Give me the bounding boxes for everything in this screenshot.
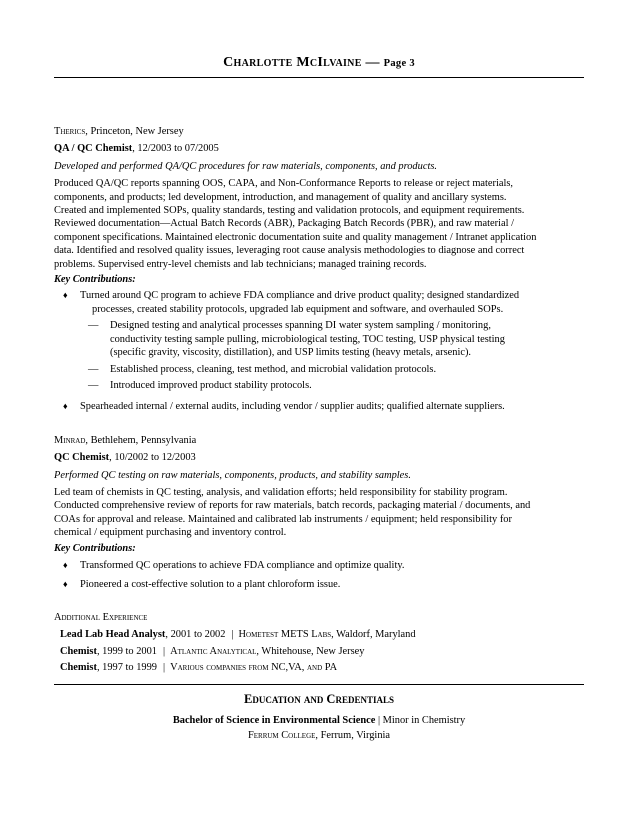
sub-bullet-line: (specific gravity, viscosity, distillation), and USP limits testing (heavy metals, arsenic).: [110, 347, 472, 359]
school-location: , Ferrum, Virginia: [315, 729, 391, 741]
additional-location: , Whitehouse, New Jersey: [256, 645, 365, 657]
additional-title: Chemist: [60, 662, 97, 673]
additional-experience: [54, 611, 584, 675]
bullet-line: Spearheaded internal / external audits, including vendor / supplier audits; qualified alternate suppliers.: [80, 401, 505, 413]
job-title-line: [54, 142, 584, 155]
bullet-line: Pioneered a cost-effective solution to a plant chloroform issue.: [80, 579, 341, 591]
page-number: Page 3: [383, 58, 415, 69]
description-line: component specifications. Maintained electronic documentation suite and quality management / Intranet application: [54, 231, 537, 243]
dash-bullet-icon: —: [88, 363, 99, 375]
company-name: Minrad: [54, 434, 86, 446]
job-company-line: [54, 434, 584, 447]
sub-bullet: [54, 363, 584, 376]
description-line: Conducted comprehensive review of reports for raw materials, batch records, packaging material / documents, and: [54, 500, 531, 512]
bullet-line: Turned around QC program to achieve FDA compliance and drive product quality; designed standardized: [80, 290, 520, 302]
contribution-bullet: [54, 559, 584, 572]
diamond-bullet-icon: ♦: [63, 401, 68, 412]
minor: Minor in Chemistry: [382, 715, 466, 727]
bullet-line: processes, created stability protocols, upgraded lab equipment and software, and overhauled SOPs.: [92, 303, 504, 315]
additional-heading: Additional Experience: [54, 611, 148, 623]
additional-org: Various companies from NC,VA, and PA: [170, 662, 338, 673]
sub-bullet: [54, 379, 584, 392]
degree-separator: |: [377, 715, 381, 727]
school-name: Ferrum College: [247, 729, 316, 741]
job-minrad: [54, 434, 584, 592]
education-heading: Education and Credentials: [244, 692, 394, 706]
description-line: Led team of chemists in QC testing, analysis, and validation efforts; held responsibility for stability program.: [54, 486, 508, 498]
job-summary: Performed QC testing on raw materials, components, products, and stability samples.: [54, 469, 411, 481]
key-contributions-label: Key Contributions:: [54, 542, 136, 554]
company-name: Therics: [54, 126, 86, 137]
additional-dates: , 1997 to 1999: [96, 662, 157, 673]
additional-item: [54, 628, 584, 641]
candidate-name: Charlotte McIlvaine: [223, 55, 362, 70]
additional-separator: |: [231, 629, 234, 641]
sub-bullet-line: conductivity testing sample pulling, microbiological testing, TOC testing, USP physical testing: [110, 333, 505, 345]
contribution-bullet: [54, 400, 584, 413]
sub-bullet-line: Designed testing and analytical processes spanning DI water system sampling / monitoring,: [110, 320, 491, 332]
sub-bullet-line: Established process, cleaning, test method, and microbial validation protocols.: [110, 363, 437, 375]
description-line: chemical / equipment purchasing and inventory control.: [54, 527, 287, 539]
additional-list: [54, 628, 584, 674]
job-dates: , 12/2003 to 07/2005: [132, 143, 219, 155]
sub-bullet-list: [54, 319, 584, 392]
description-line: data. Identified and resolved quality issues, leveraging root cause analysis methodologies to diagnose and correct: [54, 245, 525, 257]
job-description: [54, 177, 584, 271]
job-title: QA / QC Chemist: [54, 143, 133, 155]
school-line: [54, 729, 584, 742]
bullet-line: Transformed QC operations to achieve FDA compliance and optimize quality.: [80, 559, 405, 571]
additional-title: Chemist: [60, 645, 97, 657]
education-section: [54, 693, 584, 742]
job-title: QC Chemist: [54, 452, 110, 464]
header-rule: [54, 77, 584, 78]
job-dates: , 10/2002 to 12/2003: [109, 452, 196, 464]
additional-dates: , 2001 to 2002: [165, 629, 226, 641]
additional-separator: |: [163, 645, 166, 657]
company-location: , Bethlehem, Pennsylvania: [85, 434, 197, 446]
sub-bullet-line: Introduced improved product stability protocols.: [110, 379, 312, 391]
dash-bullet-icon: —: [88, 379, 99, 391]
additional-title: Lead Lab Head Analyst: [60, 629, 166, 641]
diamond-bullet-icon: ♦: [63, 579, 68, 590]
degree: Bachelor of Science in Environmental Science: [172, 715, 376, 727]
job-description: [54, 486, 584, 540]
company-location: , Princeton, New Jersey: [85, 126, 184, 137]
diamond-bullet-icon: ♦: [63, 290, 68, 301]
additional-item: [54, 661, 584, 674]
dash-bullet-icon: —: [88, 320, 99, 332]
additional-item: [54, 645, 584, 658]
header-separator: —: [365, 55, 380, 70]
job-summary: Developed and performed QA/QC procedures for raw materials, components, and products.: [54, 160, 437, 172]
additional-location: , Waldorf, Maryland: [331, 629, 416, 641]
diamond-bullet-icon: ♦: [63, 559, 68, 570]
description-line: Reviewed documentation—Actual Batch Records (ABR), Packaging Batch Records (PBR), and raw material /: [54, 218, 514, 230]
experience-section: [54, 125, 584, 674]
key-contributions-label: Key Contributions:: [54, 274, 136, 286]
contribution-bullet: [54, 289, 584, 316]
job-company-line: [54, 125, 584, 138]
additional-dates: , 1999 to 2001: [96, 645, 157, 657]
job-therics: [54, 125, 584, 414]
degree-line: [54, 714, 584, 727]
job-title-line: [54, 451, 584, 464]
additional-org: Hometest METS Labs: [238, 629, 332, 641]
page-header: [54, 56, 584, 70]
description-line: COAs for approval and release. Maintained and calibrated lab instruments / equipment; held responsibility for: [54, 513, 512, 525]
contribution-bullet: [54, 578, 584, 591]
description-line: components, and products; led development, introduction, and management of quality and ancillary systems.: [54, 191, 507, 203]
section-rule: [54, 684, 584, 685]
additional-separator: |: [163, 662, 166, 673]
description-line: problems. Supervised entry-level chemists and lab technicians; managed training records.: [54, 258, 427, 270]
description-line: Created and implemented SOPs, quality standards, testing and validation protocols, and equipment requirements.: [54, 205, 525, 217]
sub-bullet: [54, 319, 584, 359]
description-line: Produced QA/QC reports spanning OOS, CAPA, and Non-Conformance Reports to release or reject materials,: [54, 178, 514, 190]
additional-org: Atlantic Analytical: [170, 645, 257, 657]
